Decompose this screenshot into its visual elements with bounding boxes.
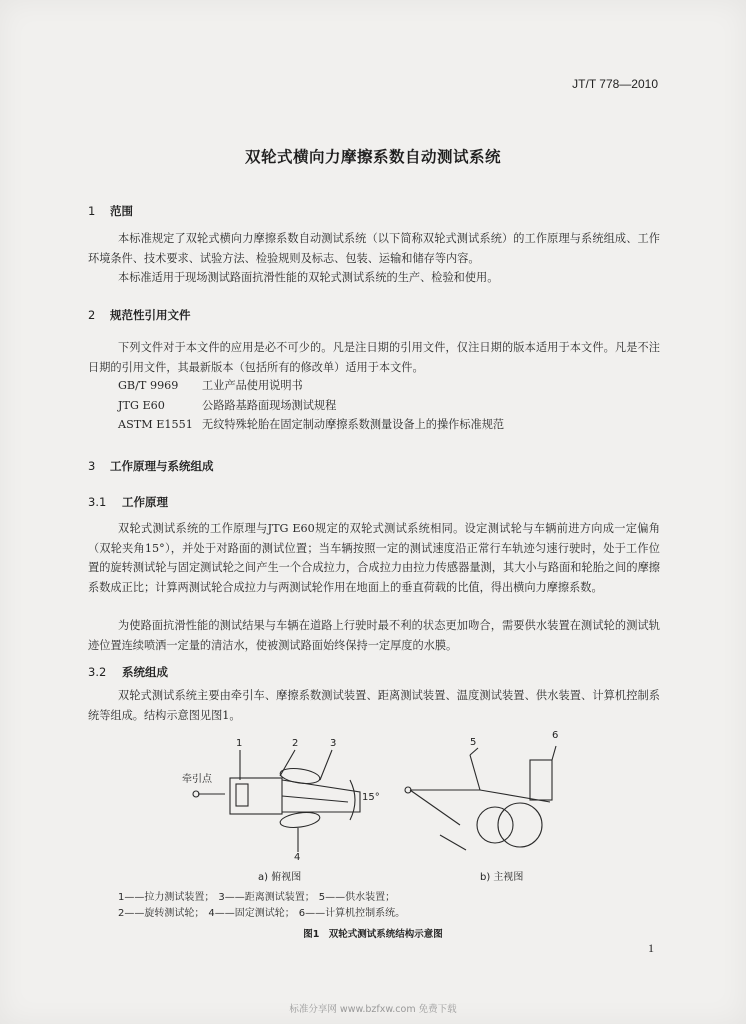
control-box xyxy=(530,760,552,800)
reference-name: 公路路基路面现场测试规程 xyxy=(202,398,337,412)
callout-1: 1 xyxy=(236,738,243,749)
legend-item: 1——拉力测试装置； xyxy=(118,892,215,903)
side-frame xyxy=(282,780,360,812)
legend-row xyxy=(118,890,409,906)
reference-code: ASTM E1551 xyxy=(118,418,193,431)
page-number: 1 xyxy=(648,941,654,955)
section-3-1-paragraph-1: 双轮式测试系统的工作原理与JTG E60规定的双轮式测试系统相同。设定测试轮与车辆前进方向成一定偏角（双轮夹角15°），并处于对路面的测试位置；当车辆按照一定的测试速度沿正常行车轨迹匀速行驶时，处于工作位置的旋转测试轮与固定测试轮之间产生一个合成拉力，合成拉力由拉力传感器量测，其大小与路面和轮胎之间的摩擦系数成正比；计算两测试轮合成拉力与两测试轮作用在地面上的垂直荷载的比值，得出横向力摩擦系数。 xyxy=(88,522,660,594)
reference-row xyxy=(118,376,504,396)
tow-link xyxy=(410,790,460,825)
section-1-paragraph-1: 本标准规定了双轮式横向力摩擦系数自动测试系统（以下简称双轮式测试系统）的工作原理与系统组成、工作环境条件、技术要求、试验方法、检验规则及标志、包装、运输和储存等内容。 xyxy=(88,232,660,265)
front-view-diagram xyxy=(400,740,600,870)
legend-item: 2——旋转测试轮； xyxy=(118,908,205,919)
section-number: 3.1 xyxy=(88,495,107,509)
callout-3: 3 xyxy=(330,738,337,749)
frame xyxy=(230,778,282,814)
ground-line xyxy=(440,835,466,850)
section-title: 工作原理 xyxy=(122,495,168,509)
section-title: 工作原理与系统组成 xyxy=(110,459,214,473)
callout-5: 5 xyxy=(470,737,477,748)
section-2-paragraph-1: 下列文件对于本文件的应用是必不可少的。凡是注日期的引用文件，仅注日期的版本适用于本文件。凡是不注日期的引用文件，其最新版本（包括所有的修改单）适用于本文件。 xyxy=(88,341,660,374)
top-view-caption: a) 俯视图 xyxy=(258,872,302,883)
section-title: 系统组成 xyxy=(122,665,168,679)
angle-label: 15° xyxy=(362,792,380,803)
tow-point-label: 牵引点 xyxy=(182,774,212,785)
reference-name: 工业产品使用说明书 xyxy=(202,379,303,392)
section-3-2-paragraph-1: 双轮式测试系统主要由牵引车、摩擦系数测试装置、距离测试装置、温度测试装置、供水装置、计算机控制系统等组成。结构示意图见图1。 xyxy=(88,689,660,722)
section-3-1-paragraph-2: 为使路面抗滑性能的测试结果与车辆在道路上行驶时最不利的状态更加吻合，需要供水装置在测试轮的测试轨迹位置连续喷洒一定量的清洁水，使被测试路面始终保持一定厚度的水膜。 xyxy=(88,619,660,652)
figure-caption: 图1 双轮式测试系统结构示意图 xyxy=(303,929,443,940)
document-title: 双轮式横向力摩擦系数自动测试系统 xyxy=(244,148,501,166)
figure-legend xyxy=(118,890,409,922)
callout-4: 4 xyxy=(294,852,301,863)
reference-name: 无纹特殊轮胎在固定制动摩擦系数测量设备上的操作标准规范 xyxy=(202,418,505,431)
callout-6: 6 xyxy=(552,730,559,741)
section-3-2-heading xyxy=(88,664,168,680)
center-axis xyxy=(282,796,348,802)
leader-2 xyxy=(280,750,295,776)
legend-item: 6——计算机控制系统。 xyxy=(298,908,406,919)
rotating-test-wheel xyxy=(279,766,321,785)
front-view-caption: b) 主视图 xyxy=(480,872,524,883)
reference-row xyxy=(118,396,504,416)
water-tank-arm xyxy=(470,755,480,790)
top-view-diagram xyxy=(180,740,380,870)
standard-code: JT/T 778—2010 xyxy=(572,77,658,91)
wheel-front xyxy=(477,807,513,843)
section-number: 3.2 xyxy=(88,665,107,679)
section-3-1-heading xyxy=(88,494,168,510)
reference-list xyxy=(118,376,504,435)
section-title: 规范性引用文件 xyxy=(110,308,191,322)
section-number: 1 xyxy=(88,204,96,218)
section-title: 范围 xyxy=(110,204,133,218)
beam xyxy=(410,790,550,802)
section-number: 2 xyxy=(88,308,96,322)
leader-6 xyxy=(552,746,556,760)
section-number: 3 xyxy=(88,459,96,473)
angle-arc xyxy=(350,780,355,820)
legend-item: 4——固定测试轮； xyxy=(208,908,295,919)
figure-1 xyxy=(180,730,600,883)
legend-row xyxy=(118,906,409,922)
reference-code: JTG E60 xyxy=(118,398,165,412)
footer-watermark: 标准分享网 www.bzfxw.com 免费下载 xyxy=(289,1004,457,1015)
section-3-heading xyxy=(88,458,214,474)
callout-2: 2 xyxy=(292,738,299,749)
section-2-heading xyxy=(88,307,191,323)
fixed-test-wheel xyxy=(279,810,321,829)
force-sensor xyxy=(236,784,248,806)
leader-3 xyxy=(320,750,332,780)
legend-item: 5——供水装置； xyxy=(318,892,396,903)
leader-5 xyxy=(470,748,478,755)
reference-code: GB/T 9969 xyxy=(118,379,179,392)
section-1-paragraph-2: 本标准适用于现场测试路面抗滑性能的双轮式测试系统的生产、检验和使用。 xyxy=(118,271,499,284)
reference-row xyxy=(118,415,504,435)
section-1-heading xyxy=(88,203,133,219)
legend-item: 3——距离测试装置； xyxy=(218,892,315,903)
